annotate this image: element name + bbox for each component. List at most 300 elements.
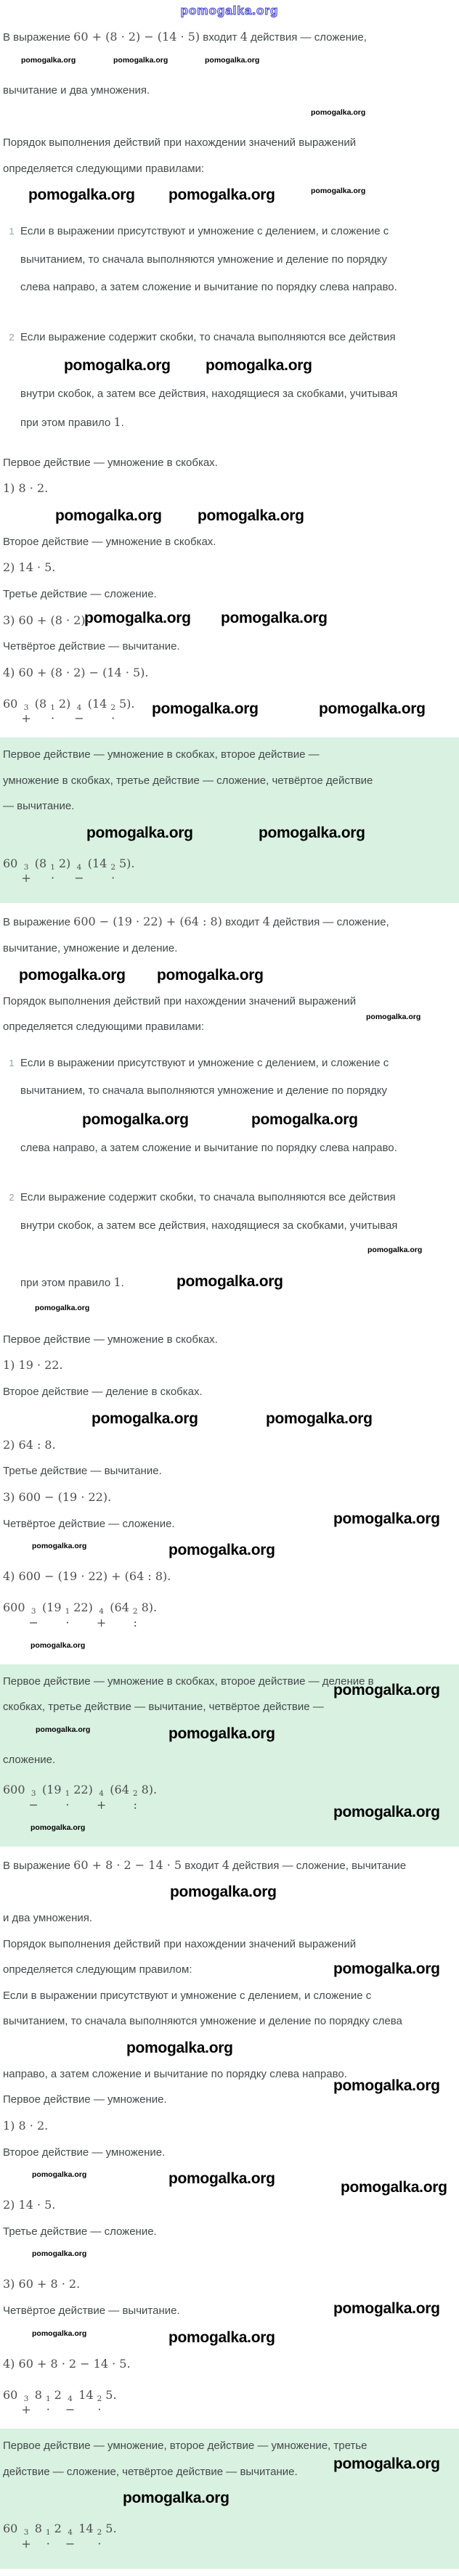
math-steps-line	[3, 1600, 456, 1629]
text-run: слева направо, а затем сложение и вычитание по порядку слева направо.	[20, 1141, 397, 1154]
paragraph-line	[3, 609, 456, 629]
paragraph-line	[3, 1358, 456, 1373]
watermark-row	[3, 2250, 456, 2265]
rule-item	[3, 330, 456, 444]
watermark-text: pomogalka.org	[86, 824, 193, 841]
watermark-text: pomogalka.org	[36, 1725, 91, 1734]
text-run: слева направо, а затем сложение и вычитание по порядку слева направо.	[20, 281, 397, 294]
step-number: 1	[50, 862, 55, 872]
operator-with-step-number	[133, 1608, 138, 1629]
watermark-row	[3, 825, 452, 841]
text-run: Четвёртое действие — сложение.	[3, 1517, 175, 1530]
step-number: 4	[99, 1789, 104, 1799]
watermark-row	[20, 358, 456, 373]
watermark-row	[20, 1304, 456, 1320]
math-steps-line	[3, 856, 452, 885]
step-number: 3	[31, 1789, 36, 1799]
operator-symbol: +	[21, 871, 31, 886]
watermark-text: pomogalka.org	[341, 2179, 447, 2196]
watermark-text: pomogalka.org	[333, 1510, 440, 1527]
highlight-box	[0, 1664, 459, 1847]
watermark-row	[3, 2040, 456, 2056]
operator-symbol: −	[28, 1797, 38, 1812]
paragraph-line	[3, 2300, 456, 2318]
paragraph-line	[3, 587, 456, 602]
paragraph-line	[20, 387, 456, 401]
step-number: 3	[23, 2394, 29, 2403]
math-expression: 1	[113, 414, 121, 429]
math-term: 14	[78, 2522, 94, 2536]
text-run: сложение.	[3, 1753, 56, 1766]
text-run: Третье действие — сложение.	[3, 2225, 157, 2238]
paragraph-line	[20, 1190, 456, 1205]
watermark-text: pomogalka.org	[28, 187, 135, 204]
watermark-text: pomogalka.org	[170, 1884, 277, 1901]
operator-symbol: :	[133, 1797, 137, 1812]
operator-with-step-number	[50, 864, 55, 885]
math-steps-line	[3, 2522, 452, 2550]
operator-symbol: ·	[97, 2536, 102, 2551]
math-expression: 2) 14 · 5.	[3, 560, 56, 575]
text-run: Если в выражении присутствуют и умножение с делением, и сложение с	[3, 1989, 372, 2002]
text-run: Третье действие — сложение.	[3, 588, 157, 601]
operator-symbol: +	[96, 1615, 107, 1630]
paragraph-line	[20, 1056, 456, 1071]
operator-with-step-number	[21, 704, 31, 725]
watermark-text: pomogalka.org	[64, 357, 171, 375]
step-number: 1	[45, 2394, 51, 2403]
text-run: Первое действие — умножение в скобках, второе действие — деление в	[3, 1675, 374, 1688]
step-number: 2	[97, 2394, 102, 2403]
watermark-text: pomogalka.org	[205, 55, 260, 65]
watermark-row	[3, 2490, 452, 2506]
paragraph-line	[3, 1464, 456, 1479]
text-run: вычитание и два умножения.	[3, 83, 150, 97]
text-run: Первое действие — умножение.	[3, 2093, 167, 2106]
paragraph-line	[3, 1937, 456, 1952]
watermark-row	[3, 1884, 456, 1900]
paragraph-line	[3, 2077, 456, 2107]
watermark-text: pomogalka.org	[32, 2328, 87, 2338]
site-logo: pomogalka.org	[180, 4, 279, 17]
operator-symbol: +	[21, 2536, 31, 2551]
math-steps-line	[3, 1783, 452, 1821]
watermark-row	[3, 1726, 452, 1741]
watermark-row	[3, 2330, 456, 2345]
text-run: и два умножения.	[3, 1912, 93, 1925]
paragraph-line	[3, 2119, 456, 2134]
operator-with-step-number	[65, 2529, 75, 2550]
step-number: 2	[132, 1607, 138, 1616]
watermark-text: pomogalka.org	[123, 2490, 230, 2507]
paragraph-line	[20, 1084, 456, 1098]
watermark-text: pomogalka.org	[92, 1410, 198, 1427]
rule-number: 1	[9, 226, 15, 237]
text-run: Порядок выполнения действий при нахождении значений выражений	[3, 994, 357, 1007]
operator-symbol: −	[74, 711, 84, 726]
text-run: Порядок выполнения действий при нахождении значений выражений	[3, 1937, 357, 1950]
paragraph-line	[3, 666, 456, 681]
paragraph-line	[3, 560, 456, 576]
watermark-text: pomogalka.org	[168, 1725, 275, 1742]
paragraph-line	[20, 415, 456, 430]
text-run: при этом правило	[20, 416, 114, 429]
paragraph-line	[3, 1911, 456, 1926]
operator-symbol: +	[21, 711, 31, 726]
math-expression: 2) 64 : 8.	[3, 1437, 56, 1452]
operator-with-step-number	[97, 2395, 102, 2416]
watermark-text: pomogalka.org	[319, 700, 426, 717]
text-run: скобках, третье действие — вычитание, четвёртое действие —	[3, 1701, 324, 1714]
watermark-text: pomogalka.org	[32, 2170, 87, 2180]
watermark-text: pomogalka.org	[221, 609, 328, 626]
watermark-text: pomogalka.org	[113, 55, 168, 65]
math-expression: 2) 14 · 5.	[3, 2198, 56, 2212]
text-run: умножение в скобках, третье действие — сложение, четвёртое действие	[3, 774, 373, 787]
text-run: В выражение	[3, 31, 74, 44]
operator-with-step-number	[46, 2529, 51, 2550]
math-term: 22)	[73, 1783, 93, 1797]
watermark-text: pomogalka.org	[32, 2249, 87, 2259]
watermark-text: pomogalka.org	[311, 187, 366, 196]
watermark-row	[3, 1642, 456, 1657]
watermark-text: pomogalka.org	[31, 1640, 86, 1650]
highlight-box	[0, 737, 459, 903]
math-expression: 4	[222, 1857, 230, 1872]
paragraph-line	[3, 1960, 456, 1978]
text-run: внутри скобок, а затем все действия, находящиеся за скобками, учитывая	[20, 1219, 398, 1232]
math-expression: 1) 8 · 2.	[3, 481, 49, 496]
watermark-text: pomogalka.org	[168, 2170, 275, 2188]
watermark-text: pomogalka.org	[367, 1246, 423, 1255]
step-number: 4	[76, 703, 82, 712]
paragraph-line	[3, 481, 456, 496]
math-term: 5).	[119, 856, 135, 870]
watermark-text: pomogalka.org	[259, 824, 365, 841]
paragraph-line	[20, 253, 456, 267]
text-run: вычитанием, то сначала выполняются умножение и деление по порядку слева	[3, 2015, 402, 2028]
text-run: .	[121, 416, 124, 429]
math-term: (8	[34, 696, 47, 711]
operator-symbol: +	[96, 1797, 107, 1812]
paragraph-line	[20, 280, 456, 295]
text-run: Третье действие — вычитание.	[3, 1465, 162, 1478]
watermark-row	[3, 1411, 456, 1426]
text-run: Если выражение содержит скобки, то сначала выполняются все действия	[20, 330, 396, 343]
rule-body	[20, 224, 456, 308]
paragraph-line	[3, 1020, 456, 1034]
text-run: — вычитание.	[3, 800, 75, 813]
math-term: 2	[54, 2522, 62, 2536]
text-run: действия — сложение, вычитание	[229, 1859, 407, 1872]
operator-with-step-number	[65, 2395, 75, 2416]
watermark-text: pomogalka.org	[311, 108, 366, 118]
math-term: 8).	[141, 1783, 158, 1797]
math-term: 600	[3, 1783, 25, 1797]
operator-with-step-number	[97, 1608, 106, 1629]
operator-symbol: −	[28, 1615, 38, 1630]
operator-with-step-number	[110, 864, 115, 885]
text-run: Первое действие — умножение в скобках.	[3, 456, 218, 469]
text-run: входит	[200, 31, 240, 44]
operator-symbol: +	[21, 2403, 31, 2417]
text-run: действие — сложение, четвёртое действие — вычитание.	[3, 2465, 298, 2478]
watermark-text: pomogalka.org	[333, 2456, 440, 2473]
math-term: 5.	[105, 2387, 117, 2402]
step-number: 3	[23, 862, 29, 872]
step-number: 3	[31, 1607, 36, 1616]
paragraph-line	[20, 1219, 456, 1233]
step-number: 4	[68, 2394, 73, 2403]
math-term: 60	[3, 696, 18, 711]
paragraph-line	[3, 994, 456, 1021]
paragraph-line	[3, 2277, 456, 2292]
watermark-text: pomogalka.org	[31, 1823, 86, 1832]
math-term: 8	[34, 2522, 42, 2536]
paragraph-line	[3, 1510, 456, 1532]
operator-with-step-number	[74, 864, 84, 885]
operator-with-step-number	[97, 2529, 102, 2550]
operator-with-step-number	[46, 2395, 51, 2416]
paragraph-line	[3, 162, 456, 176]
rule-number: 1	[9, 1057, 15, 1068]
math-term: 60	[3, 2522, 18, 2536]
paragraph-line	[3, 1858, 456, 1873]
watermark-text: pomogalka.org	[333, 1804, 440, 1821]
operator-with-step-number	[21, 2395, 31, 2416]
watermark-text: pomogalka.org	[84, 609, 191, 626]
paragraph-line	[3, 2146, 456, 2160]
operator-with-step-number	[21, 2529, 31, 2550]
math-expression: 600 − (19 · 22) + (64 : 8)	[73, 915, 222, 929]
paragraph-line	[3, 915, 456, 930]
rule-item	[3, 224, 456, 308]
math-expression: 1) 8 · 2.	[3, 2118, 49, 2133]
math-expression: 1) 19 · 22.	[3, 1358, 63, 1373]
math-term: 60	[3, 2387, 18, 2402]
step-number: 2	[97, 2528, 102, 2538]
math-term: 22)	[73, 1600, 93, 1615]
operator-symbol: ·	[46, 2403, 50, 2417]
watermark-row	[3, 968, 456, 983]
watermark-text: pomogalka.org	[32, 1542, 87, 1551]
watermark-text: pomogalka.org	[266, 1410, 373, 1427]
paragraph-line	[3, 1490, 456, 1505]
operator-with-step-number	[50, 704, 55, 725]
paragraph-line	[3, 941, 456, 956]
text-run: определяется следующими правилами:	[3, 162, 205, 175]
math-term: 60	[3, 856, 18, 870]
text-run: Первое действие — умножение в скобках, второе действие —	[3, 748, 320, 761]
watermark-text: pomogalka.org	[333, 1960, 440, 1978]
text-run: входит	[182, 1859, 222, 1872]
rule-body	[20, 1056, 456, 1169]
operator-with-step-number	[65, 1790, 70, 1811]
operator-with-step-number	[21, 864, 31, 885]
watermark-text: pomogalka.org	[157, 966, 264, 984]
math-expression: 60 + 8 · 2 − 14 · 5	[73, 1857, 182, 1872]
rule-item	[3, 1190, 456, 1321]
math-term: 8).	[141, 1600, 158, 1615]
paragraph-line	[3, 2357, 456, 2372]
math-term: (14	[87, 696, 107, 711]
text-run: Порядок выполнения действий при нахождении значений выражений	[3, 136, 357, 150]
paragraph-line	[3, 2225, 456, 2239]
math-term: 8	[34, 2387, 42, 2402]
highlight-box	[0, 2429, 459, 2569]
watermark-row	[3, 2170, 456, 2196]
math-term: 5).	[119, 696, 135, 711]
step-number: 1	[50, 703, 55, 712]
text-run: .	[121, 1277, 124, 1290]
watermark-text: pomogalka.org	[35, 1303, 90, 1312]
watermark-text: pomogalka.org	[168, 187, 275, 204]
watermark-text: pomogalka.org	[366, 1012, 421, 1021]
math-term: 2)	[58, 696, 71, 711]
operator-symbol: ·	[50, 871, 55, 886]
math-steps-line	[3, 2388, 456, 2416]
math-expression: 4) 600 − (19 · 22) + (64 : 8).	[3, 1569, 171, 1584]
text-run: действия — сложение,	[269, 916, 389, 929]
text-run: вычитанием, то сначала выполняются умножение и деление по порядку	[20, 1084, 387, 1097]
math-term: 5.	[105, 2522, 117, 2536]
paragraph-line	[3, 136, 456, 150]
paragraph-line	[3, 1682, 452, 1714]
paragraph-line	[20, 224, 456, 239]
step-number: 3	[23, 703, 29, 712]
watermark-row	[20, 1246, 456, 1262]
rule-number: 2	[9, 331, 15, 343]
operator-symbol: ·	[97, 2403, 102, 2417]
operator-with-step-number	[97, 1790, 106, 1811]
text-run: Первое действие — умножение в скобках.	[3, 1333, 218, 1346]
math-expression: 4) 60 + (8 · 2) − (14 · 5).	[3, 665, 149, 679]
math-expression: 4	[240, 30, 248, 44]
watermark-text: pomogalka.org	[176, 1273, 283, 1291]
math-expression: 3) 60 + (8 · 2).	[3, 613, 89, 627]
step-number: 1	[65, 1607, 70, 1616]
paragraph-line	[3, 774, 452, 788]
paragraph-line	[20, 330, 456, 345]
text-run: направо, а затем сложение и вычитание по порядку слева направо.	[3, 2067, 347, 2080]
step-number: 2	[110, 862, 115, 872]
paragraph-line	[20, 1275, 456, 1291]
watermark-text: pomogalka.org	[21, 55, 76, 65]
text-run: Четвёртое действие — вычитание.	[3, 2305, 180, 2318]
text-run: вычитание, умножение и деление.	[3, 942, 178, 955]
math-term: 14	[78, 2387, 94, 2402]
watermark-text: pomogalka.org	[168, 2328, 275, 2346]
text-run: В выражение	[3, 1859, 74, 1872]
paragraph-line	[3, 748, 452, 762]
math-term: (8	[34, 856, 47, 870]
math-term: 2)	[58, 856, 71, 870]
math-term: (19	[41, 1783, 62, 1797]
paragraph-line	[3, 1989, 456, 2003]
math-expression: 3) 60 + 8 · 2.	[3, 2277, 81, 2291]
math-term: 600	[3, 1600, 25, 1615]
step-number: 1	[65, 1789, 70, 1799]
operator-with-step-number	[65, 1608, 70, 1629]
rule-body	[20, 330, 456, 444]
rule-body	[20, 1190, 456, 1321]
paragraph-line	[3, 535, 456, 549]
operator-symbol: ·	[50, 711, 55, 726]
watermark-text: pomogalka.org	[333, 1682, 440, 1699]
operator-symbol: :	[133, 1615, 137, 1630]
watermark-row	[3, 1542, 456, 1558]
operator-symbol: −	[65, 2536, 76, 2551]
paragraph-line	[3, 83, 456, 98]
text-run: Второе действие — умножение в скобках.	[3, 535, 216, 548]
paragraph-line	[3, 1753, 452, 1767]
text-run: при этом правило	[20, 1277, 114, 1290]
paragraph-line	[3, 1438, 456, 1453]
paragraph-line	[20, 1141, 456, 1156]
math-expression: 4) 60 + 8 · 2 − 14 · 5.	[3, 2356, 131, 2371]
text-run: Первое действие — умножение, второе действие — умножение, третье	[3, 2440, 367, 2453]
math-term: (19	[41, 1600, 62, 1615]
text-run: Если в выражении присутствуют и умножение с делением, и сложение с	[20, 1056, 389, 1069]
math-term: 2	[54, 2387, 62, 2402]
paragraph-line	[3, 639, 456, 654]
watermark-text: pomogalka.org	[19, 966, 126, 984]
watermark-text: pomogalka.org	[152, 700, 259, 717]
text-run: вычитанием, то сначала выполняются умножение и деление по порядку	[20, 253, 387, 266]
paragraph-line	[3, 2198, 456, 2213]
step-number: 4	[68, 2528, 73, 2538]
paragraph-line	[3, 1385, 456, 1399]
math-expression: 4	[262, 915, 270, 929]
operator-symbol: ·	[65, 1797, 70, 1812]
step-number: 4	[99, 1607, 104, 1616]
math-term: (64	[110, 1783, 129, 1797]
watermark-text: pomogalka.org	[333, 2077, 440, 2095]
math-expression: 1	[113, 1275, 121, 1290]
watermark-row	[3, 57, 456, 72]
text-run: Второе действие — умножение.	[3, 2146, 166, 2159]
operator-with-step-number	[29, 1790, 38, 1811]
math-expression: 3) 600 − (19 · 22).	[3, 1489, 112, 1504]
watermark-text: pomogalka.org	[198, 507, 304, 524]
operator-symbol: −	[74, 871, 84, 886]
text-run: внутри скобок, а затем все действия, находящиеся за скобками, учитывая	[20, 388, 398, 401]
watermark-text: pomogalka.org	[168, 1542, 275, 1559]
step-number: 2	[132, 1789, 138, 1799]
watermark-text: pomogalka.org	[251, 1111, 358, 1128]
text-run: Если выражение содержит скобки, то сначала выполняются все действия	[20, 1191, 396, 1204]
step-number: 1	[45, 2528, 51, 2538]
operator-symbol: −	[65, 2403, 76, 2417]
operator-symbol: ·	[65, 1615, 70, 1630]
math-expression: 60 + (8 · 2) − (14 · 5)	[73, 30, 200, 44]
step-number: 3	[23, 2528, 29, 2538]
watermark-row	[20, 1112, 456, 1127]
rule-number: 2	[9, 1192, 15, 1203]
math-term: (14	[87, 856, 107, 870]
watermark-row	[3, 508, 456, 523]
text-run: Если в выражении присутствуют и умножение с делением, и сложение с	[20, 225, 389, 238]
step-number: 2	[110, 703, 115, 712]
watermark-row	[3, 1824, 452, 1839]
step-number: 4	[76, 862, 82, 872]
text-run: В выражение	[3, 916, 74, 929]
watermark-text: pomogalka.org	[82, 1111, 189, 1128]
rule-item	[3, 1056, 456, 1169]
watermark-text: pomogalka.org	[206, 357, 312, 375]
paragraph-line	[3, 456, 456, 470]
text-run: Второе действие — деление в скобках.	[3, 1386, 203, 1399]
